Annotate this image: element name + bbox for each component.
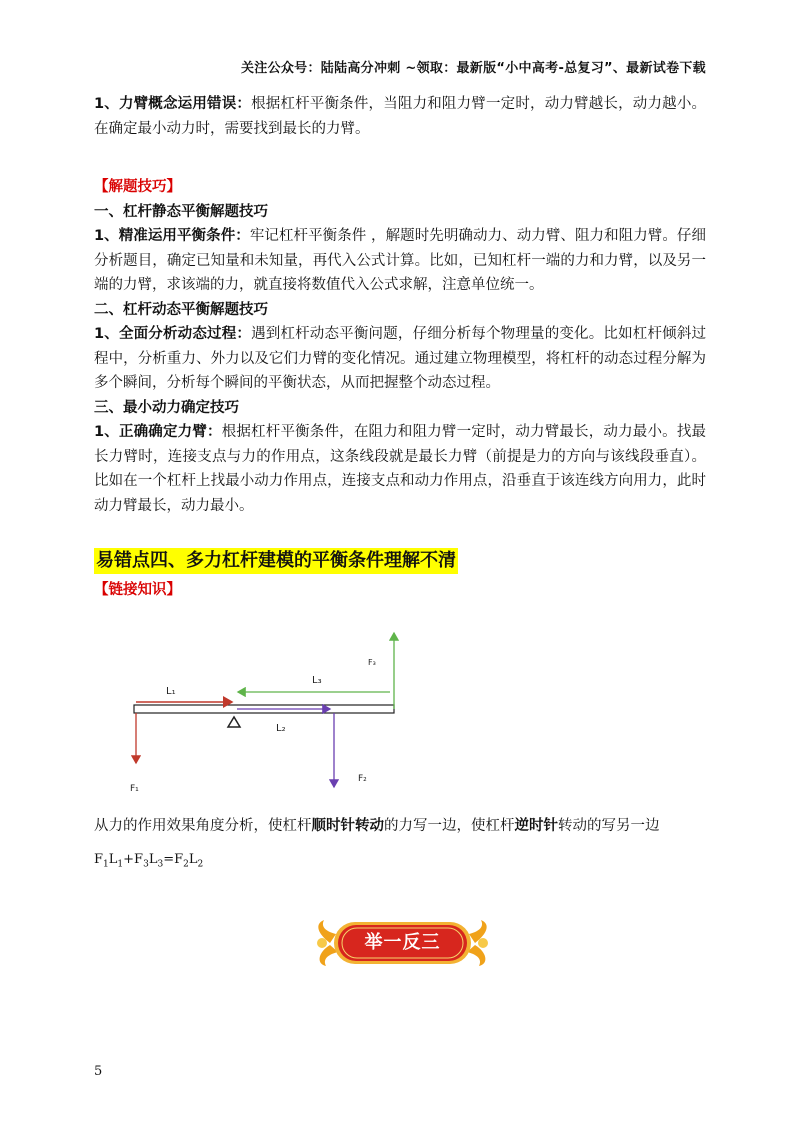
analysis-paragraph bbox=[94, 814, 706, 839]
tips-heading-3: 三、最小动力确定技巧 bbox=[94, 399, 239, 416]
tips-lead-2: 1、全面分析动态过程： bbox=[94, 326, 252, 342]
tips-heading-1: 一、杠杆静态平衡解题技巧 bbox=[94, 203, 268, 220]
link-knowledge-label: 【链接知识】 bbox=[94, 582, 181, 598]
tips-text-2: 遇到杠杆动态平衡问题，仔细分析每个物理量的变化。比如杠杆倾斜过程中，分析重力、外力以及它们力臂的变化情况。通过建立物理模型，将杠杆的动态过程分解为多个瞬间，分析每个瞬间的平衡状态，从而把握整个动态过程。 bbox=[94, 326, 706, 391]
tips-lead-1: 1、精准运用平衡条件： bbox=[94, 228, 250, 244]
tips-text-1: 牢记杠杆平衡条件 ，解题时先明确动力、动力臂、阻力和阻力臂。仔细分析题目，确定已知量和未知量，再代入公式计算。比如，已知杠杆一端的力和力臂，以及另一端的力臂，求该端的力，就直接将数值代入公式求解，注意单位统一。 bbox=[94, 228, 706, 293]
main-content bbox=[94, 92, 706, 870]
tips-paragraph-1 bbox=[94, 224, 706, 298]
section4-title: 易错点四、多力杠杆建模的平衡条件理解不清 bbox=[94, 548, 458, 574]
item1-text: 根据杠杆平衡条件，当阻力和阻力臂一定时，动力臂越长，动力越小。在确定最小动力时，需要找到最长的力臂。 bbox=[94, 96, 706, 137]
l3-label: L₃ bbox=[312, 674, 322, 686]
lever-diagram-svg bbox=[94, 609, 706, 794]
practice-banner bbox=[310, 914, 495, 972]
page-number: 5 bbox=[94, 1064, 103, 1079]
item1-paragraph bbox=[94, 92, 706, 141]
item1-lead: 1、力臂概念运用错误： bbox=[94, 96, 252, 112]
tips-paragraph-2 bbox=[94, 322, 706, 396]
analysis-part3: 转动的写另一边 bbox=[558, 817, 660, 834]
tips-lead-3: 1、正确确定力臂： bbox=[94, 424, 222, 440]
banner-label: 举一反三 bbox=[364, 932, 441, 953]
f1-label: F₁ bbox=[130, 783, 139, 794]
lever-diagram bbox=[94, 609, 706, 794]
tips-paragraph-3 bbox=[94, 420, 706, 518]
analysis-bold2: 逆时针 bbox=[514, 817, 558, 834]
page-header: 关注公众号：陆陆高分冲刺 ~领取：最新版“小中高考-总复习”、最新试卷下载 bbox=[240, 61, 706, 76]
tips-label: 【解题技巧】 bbox=[94, 179, 181, 195]
analysis-part1: 从力的作用效果角度分析，使杠杆 bbox=[94, 817, 312, 834]
l2-label: L₂ bbox=[276, 722, 286, 734]
fulcrum-icon bbox=[228, 717, 240, 727]
f2-label: F₂ bbox=[358, 773, 367, 784]
analysis-bold1: 顺时针转动 bbox=[311, 817, 384, 834]
tips-text-3: 根据杠杆平衡条件，在阻力和阻力臂一定时，动力臂最长，动力最小。找最长力臂时，连接支点与力的作用点，这条线段就是最长力臂（前提是力的方向与该线段垂直）。比如在一个杠杆上找最小动力作用点，连接支点和动力作用点，沿垂直于该连线方向用力，此时动力臂最长，动力最小。 bbox=[94, 424, 706, 514]
analysis-part2: 的力写一边，使杠杆 bbox=[384, 817, 515, 834]
l1-label: L₁ bbox=[166, 685, 176, 697]
tips-heading-2: 二、杠杆动态平衡解题技巧 bbox=[94, 301, 268, 318]
balance-formula: $F_1L_1+F_3L_3=F_2L_2$ bbox=[94, 852, 204, 870]
f3-label: F₃ bbox=[368, 657, 376, 667]
